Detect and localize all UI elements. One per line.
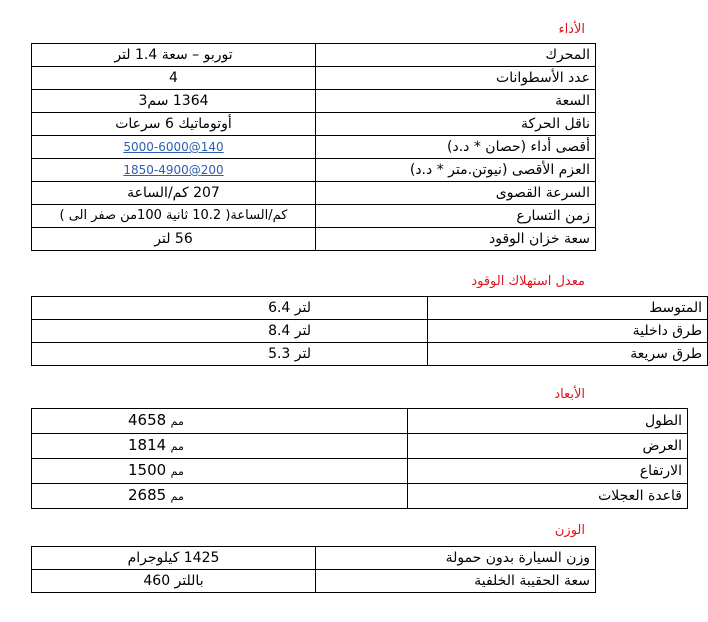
row-label: المتوسط <box>428 297 708 320</box>
table-row <box>32 459 688 484</box>
table-row <box>32 434 688 459</box>
table-row <box>32 67 596 90</box>
row-label: المحرك <box>316 44 596 67</box>
row-label: ناقل الحركة <box>316 113 596 136</box>
row-unit: مم <box>170 465 184 478</box>
row-label: سعة خزان الوقود <box>316 228 596 251</box>
table-row <box>32 343 708 366</box>
row-value: لتر 8.4 <box>32 320 428 343</box>
row-value <box>32 159 316 182</box>
consumption-table <box>31 296 708 366</box>
section-title-performance: الأداء <box>558 22 585 37</box>
row-value: لتر 5.3 <box>32 343 428 366</box>
row-number: 1814 <box>128 436 167 454</box>
row-label: السعة <box>316 90 596 113</box>
table-row <box>32 90 596 113</box>
row-label: عدد الأسطوانات <box>316 67 596 90</box>
row-unit: مم <box>170 440 184 453</box>
performance-table <box>31 43 596 251</box>
row-label: العرض <box>408 434 688 459</box>
row-value: باللتر 460 <box>32 570 316 593</box>
section-title-weight: الوزن <box>554 523 585 538</box>
row-label: أقصى أداء (حصان * د.د) <box>316 136 596 159</box>
table-row <box>32 44 596 67</box>
torque-link[interactable]: 200@1850-4900 <box>123 163 224 177</box>
row-number: 4658 <box>128 411 167 429</box>
table-row <box>32 228 596 251</box>
row-value <box>32 136 316 159</box>
section-title-dimensions: الأبعاد <box>554 387 585 402</box>
row-label: طرق داخلية <box>428 320 708 343</box>
row-value: 1425 كيلوجرام <box>32 547 316 570</box>
row-value: لتر 6.4 <box>32 297 428 320</box>
row-value: 56 لتر <box>32 228 316 251</box>
row-label: زمن التسارع <box>316 205 596 228</box>
row-value <box>32 459 408 484</box>
table-row <box>32 484 688 509</box>
table-row <box>32 113 596 136</box>
table-row <box>32 409 688 434</box>
dimensions-table <box>31 408 688 509</box>
row-number: 1500 <box>128 461 167 479</box>
row-label: الطول <box>408 409 688 434</box>
row-value: أوتوماتيك 6 سرعات <box>32 113 316 136</box>
table-row <box>32 205 596 228</box>
row-unit: مم <box>170 415 184 428</box>
row-value <box>32 434 408 459</box>
row-label: سعة الحقيبة الخلفية <box>316 570 596 593</box>
row-value: 4 <box>32 67 316 90</box>
table-row <box>32 547 596 570</box>
row-label: قاعدة العجلات <box>408 484 688 509</box>
row-label: طرق سريعة <box>428 343 708 366</box>
row-unit: مم <box>170 490 184 503</box>
weight-table <box>31 546 596 593</box>
row-value <box>32 484 408 509</box>
table-row <box>32 182 596 205</box>
row-value: توربو – سعة 1.4 لتر <box>32 44 316 67</box>
power-link[interactable]: 140@5000-6000 <box>123 140 224 154</box>
table-row <box>32 136 596 159</box>
table-row <box>32 297 708 320</box>
row-label: العزم الأقصى (نيوتن.متر * د.د) <box>316 159 596 182</box>
row-value: 207 كم/الساعة <box>32 182 316 205</box>
row-number: 2685 <box>128 486 167 504</box>
row-label: وزن السيارة بدون حمولة <box>316 547 596 570</box>
table-row <box>32 159 596 182</box>
row-value: 1364 سم3 <box>32 90 316 113</box>
section-title-consumption: معدل استهلاك الوقود <box>471 274 585 289</box>
row-value <box>32 409 408 434</box>
row-value: كم/الساعة( 10.2 ثانية 100من صفر الى ) <box>32 205 316 228</box>
table-row <box>32 570 596 593</box>
row-label: السرعة القصوى <box>316 182 596 205</box>
table-row <box>32 320 708 343</box>
row-label: الارتفاع <box>408 459 688 484</box>
